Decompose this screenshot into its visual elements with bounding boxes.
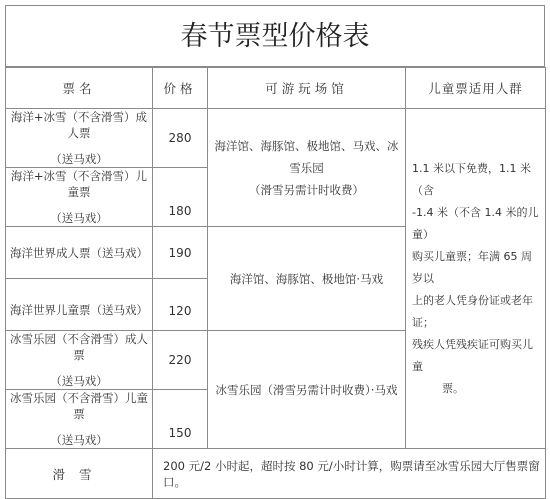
header-row: [6, 68, 546, 109]
venue-group-2: 海洋馆、海豚馆、极地馆·马戏: [208, 227, 406, 331]
ticket-name: [6, 390, 153, 449]
child-rule-line: -1.4 米（不含 1.4 米的儿童）: [412, 205, 539, 241]
venue-group-3: 冰雪乐园（滑雪另需计时收费）·马戏: [208, 331, 406, 449]
ski-label: 滑雪: [6, 449, 153, 499]
ticket-price: 190: [153, 227, 208, 279]
child-rule-line: 上的老人凭身份证或老年证；: [412, 293, 533, 329]
ticket-name-line1: 海洋世界成人票（送马戏）: [10, 245, 148, 260]
child-rule-line: 购买儿童票；年满 65 周岁以: [412, 249, 532, 285]
ticket-name-line2: （送马戏）: [50, 211, 108, 225]
ticket-name-line1: 冰雪乐园（不含滑雪）儿童票: [10, 391, 148, 421]
ski-description: 200 元/2 小时起，超时按 80 元/小时计算，购票请至冰雪乐园大厅售票窗口。: [153, 449, 546, 499]
price-table: [5, 67, 546, 499]
ticket-name-line2: （送马戏）: [50, 152, 108, 166]
ticket-price: 180: [153, 168, 208, 227]
ticket-name: [6, 227, 153, 279]
ticket-name-line2: （送马戏）: [50, 433, 108, 447]
page-title: 春节票型价格表: [5, 5, 545, 67]
child-rule-line: 票。: [442, 381, 464, 395]
ticket-name: [6, 109, 153, 168]
ticket-name-line1: 海洋+冰雪（不含滑雪）成人票: [10, 110, 148, 140]
header-child-rule: 儿童票适用人群: [406, 68, 546, 109]
header-price: 价格: [153, 68, 208, 109]
ticket-name-line1: 海洋+冰雪（不含滑雪）儿童票: [10, 169, 148, 199]
ticket-name-line2: （送马戏）: [50, 374, 108, 388]
child-rule-line: 残疾人凭残疾证可购买儿童: [412, 337, 533, 373]
ticket-price: 280: [153, 109, 208, 168]
venue-group-1-line1: 海洋馆、海豚馆、极地馆、马戏、冰雪乐园: [214, 138, 399, 175]
ticket-price: 220: [153, 331, 208, 390]
ticket-name: [6, 279, 153, 331]
ticket-name: [6, 168, 153, 227]
table-row: [6, 109, 546, 168]
header-ticket-name: 票名: [6, 68, 153, 109]
ticket-price: 120: [153, 279, 208, 331]
ski-row: [6, 449, 546, 499]
ticket-name: [6, 331, 153, 390]
ticket-price: 150: [153, 390, 208, 449]
header-venues: 可游玩场馆: [208, 68, 406, 109]
child-rule: [406, 109, 546, 449]
child-rule-line: 1.1 米以下免费，1.1 米（含: [412, 161, 531, 197]
ticket-name-line1: 冰雪乐园（不含滑雪）成人票: [10, 332, 148, 362]
venue-group-1: [208, 109, 406, 227]
venue-group-1-line2: （滑雪另需计时收费）: [249, 182, 364, 197]
ticket-name-line1: 海洋世界儿童票（送马戏）: [10, 303, 148, 317]
